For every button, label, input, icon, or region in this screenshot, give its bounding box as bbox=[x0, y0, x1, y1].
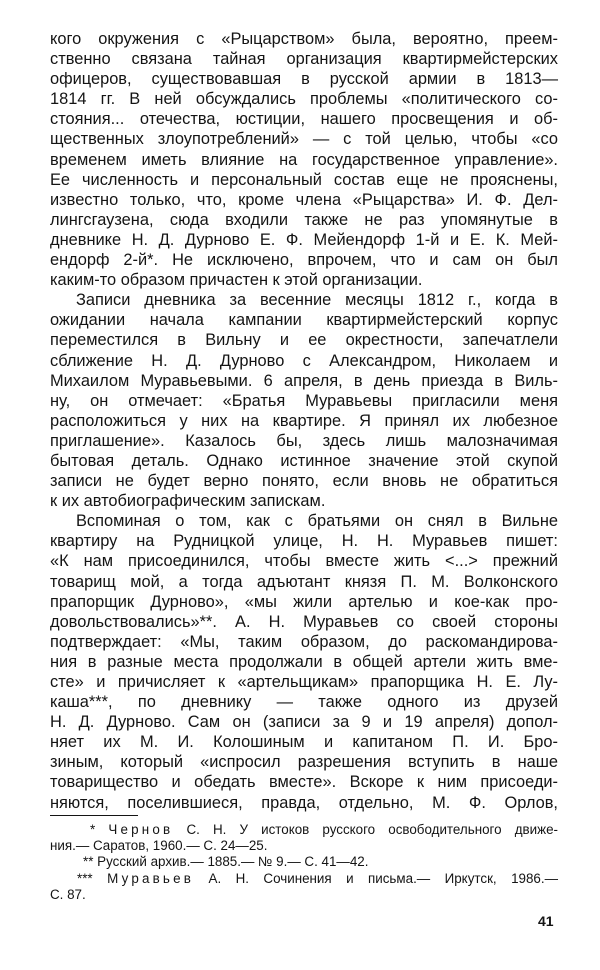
text-line: переместился в Вильну и ее окрестности, запечатлели bbox=[50, 331, 558, 350]
text-line: стояния... отечества, юстиции, нашего просвещения и об- bbox=[50, 110, 558, 129]
footnote-3-line-2: С. 87. bbox=[50, 886, 86, 902]
text-line: кого окружения с «Рыцарством» была, вероятно, преем- bbox=[50, 30, 558, 48]
text-line: Вспоминая о том, как с братьями он снял в Вильне bbox=[76, 512, 558, 531]
text-line: Записи дневника за весенние месяцы 1812 г., когда в bbox=[76, 291, 558, 310]
footnote-1-line-2: ния.— Саратов, 1960.— С. 24—25. bbox=[50, 838, 268, 854]
text-line: ну, он отмечает: «Братья Муравьевы пригласили меня bbox=[50, 391, 558, 410]
text-line: к их автобиографическим запискам. bbox=[50, 492, 326, 511]
footnotes-block bbox=[50, 822, 558, 903]
text-line: ния в разные места продолжали в общей артели жить вме- bbox=[50, 652, 558, 671]
text-line: офицеров, существовавшая в русской армии в 1813— bbox=[50, 70, 558, 89]
text-line: зиным, который «испросил разрешения вступить в наше bbox=[50, 753, 558, 772]
text-line: приглашение». Казалось бы, здесь лишь малозначимая bbox=[50, 431, 558, 450]
text-line: прапорщик Дурново», «мы жили артелью и кое-как про- bbox=[50, 592, 558, 611]
text-line: сте» и причисляет к «артельщикам» прапорщика Н. Е. Лу- bbox=[50, 673, 558, 691]
footnote-3-text: А. Н. Сочинения и письма.— Иркутск, 1986.— bbox=[208, 870, 558, 886]
text-line: ственно связана тайная организация квартирмейстерских bbox=[50, 50, 558, 69]
text-line: записи не будет верно понято, если вновь не обратиться bbox=[50, 472, 558, 491]
footnote-divider bbox=[50, 815, 138, 816]
text-line: каким-то образом причастен к этой организации. bbox=[50, 271, 423, 290]
text-line: Михаилом Муравьевыми. 6 апреля, в день приезда в Виль- bbox=[50, 371, 558, 390]
footnote-3-line-1 bbox=[50, 871, 558, 887]
text-line: 1814 гг. В ней обсуждались проблемы «политического со- bbox=[50, 90, 558, 109]
text-line: ендорф 2-й*. Не исключено, впрочем, что и сам он был bbox=[50, 251, 558, 270]
footnote-3-author: Муравьев bbox=[107, 870, 195, 886]
text-line: няются, поселившиеся, правда, отдельно, М. Ф. Орлов, bbox=[50, 793, 558, 812]
footnote-2-line-1 bbox=[50, 854, 558, 870]
text-line: ожидании начала кампании квартирмейстерский корпус bbox=[50, 311, 558, 330]
text-line: каша***, по дневнику — также одного из друзей bbox=[50, 693, 558, 712]
footnote-1-marker: * bbox=[90, 822, 96, 837]
text-line: лингсгаузена, сюда входили также не раз упомянутые в bbox=[50, 210, 558, 229]
text-line: Ее численность и персональный состав еще не прояснены, bbox=[50, 170, 558, 189]
footnote-2-marker: ** bbox=[83, 854, 94, 870]
page-number: 41 bbox=[538, 913, 554, 929]
text-line: подтверждает: «Мы, таким образом, до раскомандирова- bbox=[50, 632, 558, 651]
text-line: сближение Н. Д. Дурново с Александром, Николаем и bbox=[50, 351, 558, 370]
text-line: няет их М. И. Колошиным и капитаном П. И. Бро- bbox=[50, 733, 558, 752]
footnote-1-author: Чернов bbox=[108, 822, 174, 837]
main-text-block bbox=[50, 29, 558, 813]
text-line: товарищество и обедать вместе». Вскоре к ним присоеди- bbox=[50, 773, 558, 792]
footnote-1-line-1 bbox=[50, 822, 558, 838]
text-line: Н. Д. Дурново. Сам он (записи за 9 и 19 апреля) допол- bbox=[50, 713, 558, 732]
footnote-2-text: Русский архив.— 1885.— № 9.— С. 41—42. bbox=[97, 854, 369, 870]
footnote-1-text: С. Н. У истоков русского освободительного движе- bbox=[186, 822, 558, 837]
text-line: квартиру на Рудницкой улице, Н. Н. Муравьев пишет: bbox=[50, 532, 558, 551]
text-line: товарищ мой, а тогда адъютант князя П. М. Волконского bbox=[50, 572, 558, 591]
text-line: бытовая деталь. Однако истинное значение этой скупой bbox=[50, 451, 558, 470]
text-line: расположиться у них на квартире. Я принял их любезное bbox=[50, 411, 558, 430]
text-line: «К нам присоединился, чтобы вместе жить <...> прежний bbox=[50, 552, 558, 571]
text-line: щественных злоупотреблений» — с той целью, чтобы «со bbox=[50, 130, 558, 149]
text-line: дневнике Н. Д. Дурново Е. Ф. Мейендорф 1-й и Е. К. Мей- bbox=[50, 230, 558, 249]
text-line: временем иметь влияние на государственное управление». bbox=[50, 150, 558, 169]
text-line: известно только, что, кроме члена «Рыцарства» И. Ф. Дел- bbox=[50, 190, 558, 209]
footnote-3-marker: *** bbox=[77, 870, 93, 886]
text-line: довольствовались»**. А. Н. Муравьев со своей стороны bbox=[50, 612, 558, 631]
